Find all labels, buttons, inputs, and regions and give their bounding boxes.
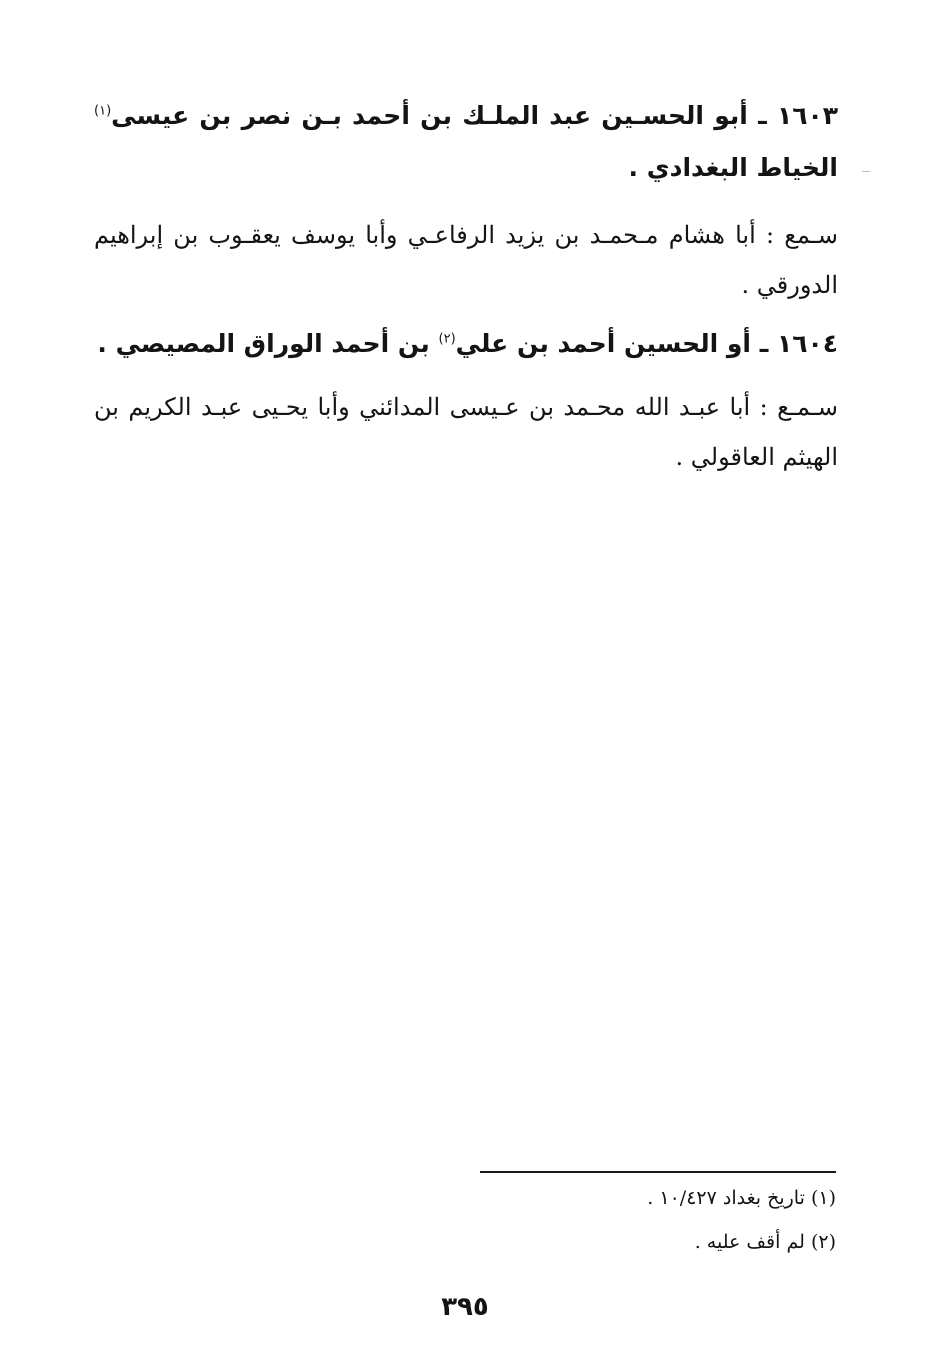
margin-mark [862,171,870,172]
entry-separator: ـ [759,329,769,358]
entry-heading-1604 [94,318,838,370]
footnote-ref: (٢) [438,331,456,347]
entry-body-1604: سـمـع : أبا عبـد الله محـمد بن عـيسى المدائني وأبا يحـيى عبـد الكريم بن الهيثم العاقولي . [94,393,838,471]
entry-body-1603: سـمع : أبا هشام مـحمـد بن يزيد الرفاعـي وأبا يوسف يعقـوب بن إبراهيم الدورقي . [94,221,838,299]
entry-name-continued: بن أحمد الوراق المصيصي . [97,329,430,358]
footnote-divider [480,1171,836,1173]
entry-number: ١٦٠٤ [776,329,838,358]
footnote-ref: (١) [94,103,112,119]
entry-number: ١٦٠٣ [776,101,838,130]
footnote-marker: (٢) [810,1231,836,1253]
footnote-marker: (١) [810,1187,836,1209]
entry-name: أبو الحسـين عبد الملـك بن أحمد بـن نصر بن عيسى [111,101,748,130]
entry-name-continued: الخياط البغدادي . [628,153,838,182]
footnote-1 [480,1184,836,1212]
entry-separator: ـ [758,101,767,130]
footnote-text: تاريخ بغداد ١٠/٤٢٧ . [647,1187,805,1209]
entry-heading-1603 [94,90,838,194]
page-number: ٣٩٥ [441,1292,489,1322]
footnote-text: لم أقف عليه . [694,1231,805,1253]
footnote-2 [480,1228,836,1256]
entry-name: أو الحسين أحمد بن علي [455,329,751,358]
